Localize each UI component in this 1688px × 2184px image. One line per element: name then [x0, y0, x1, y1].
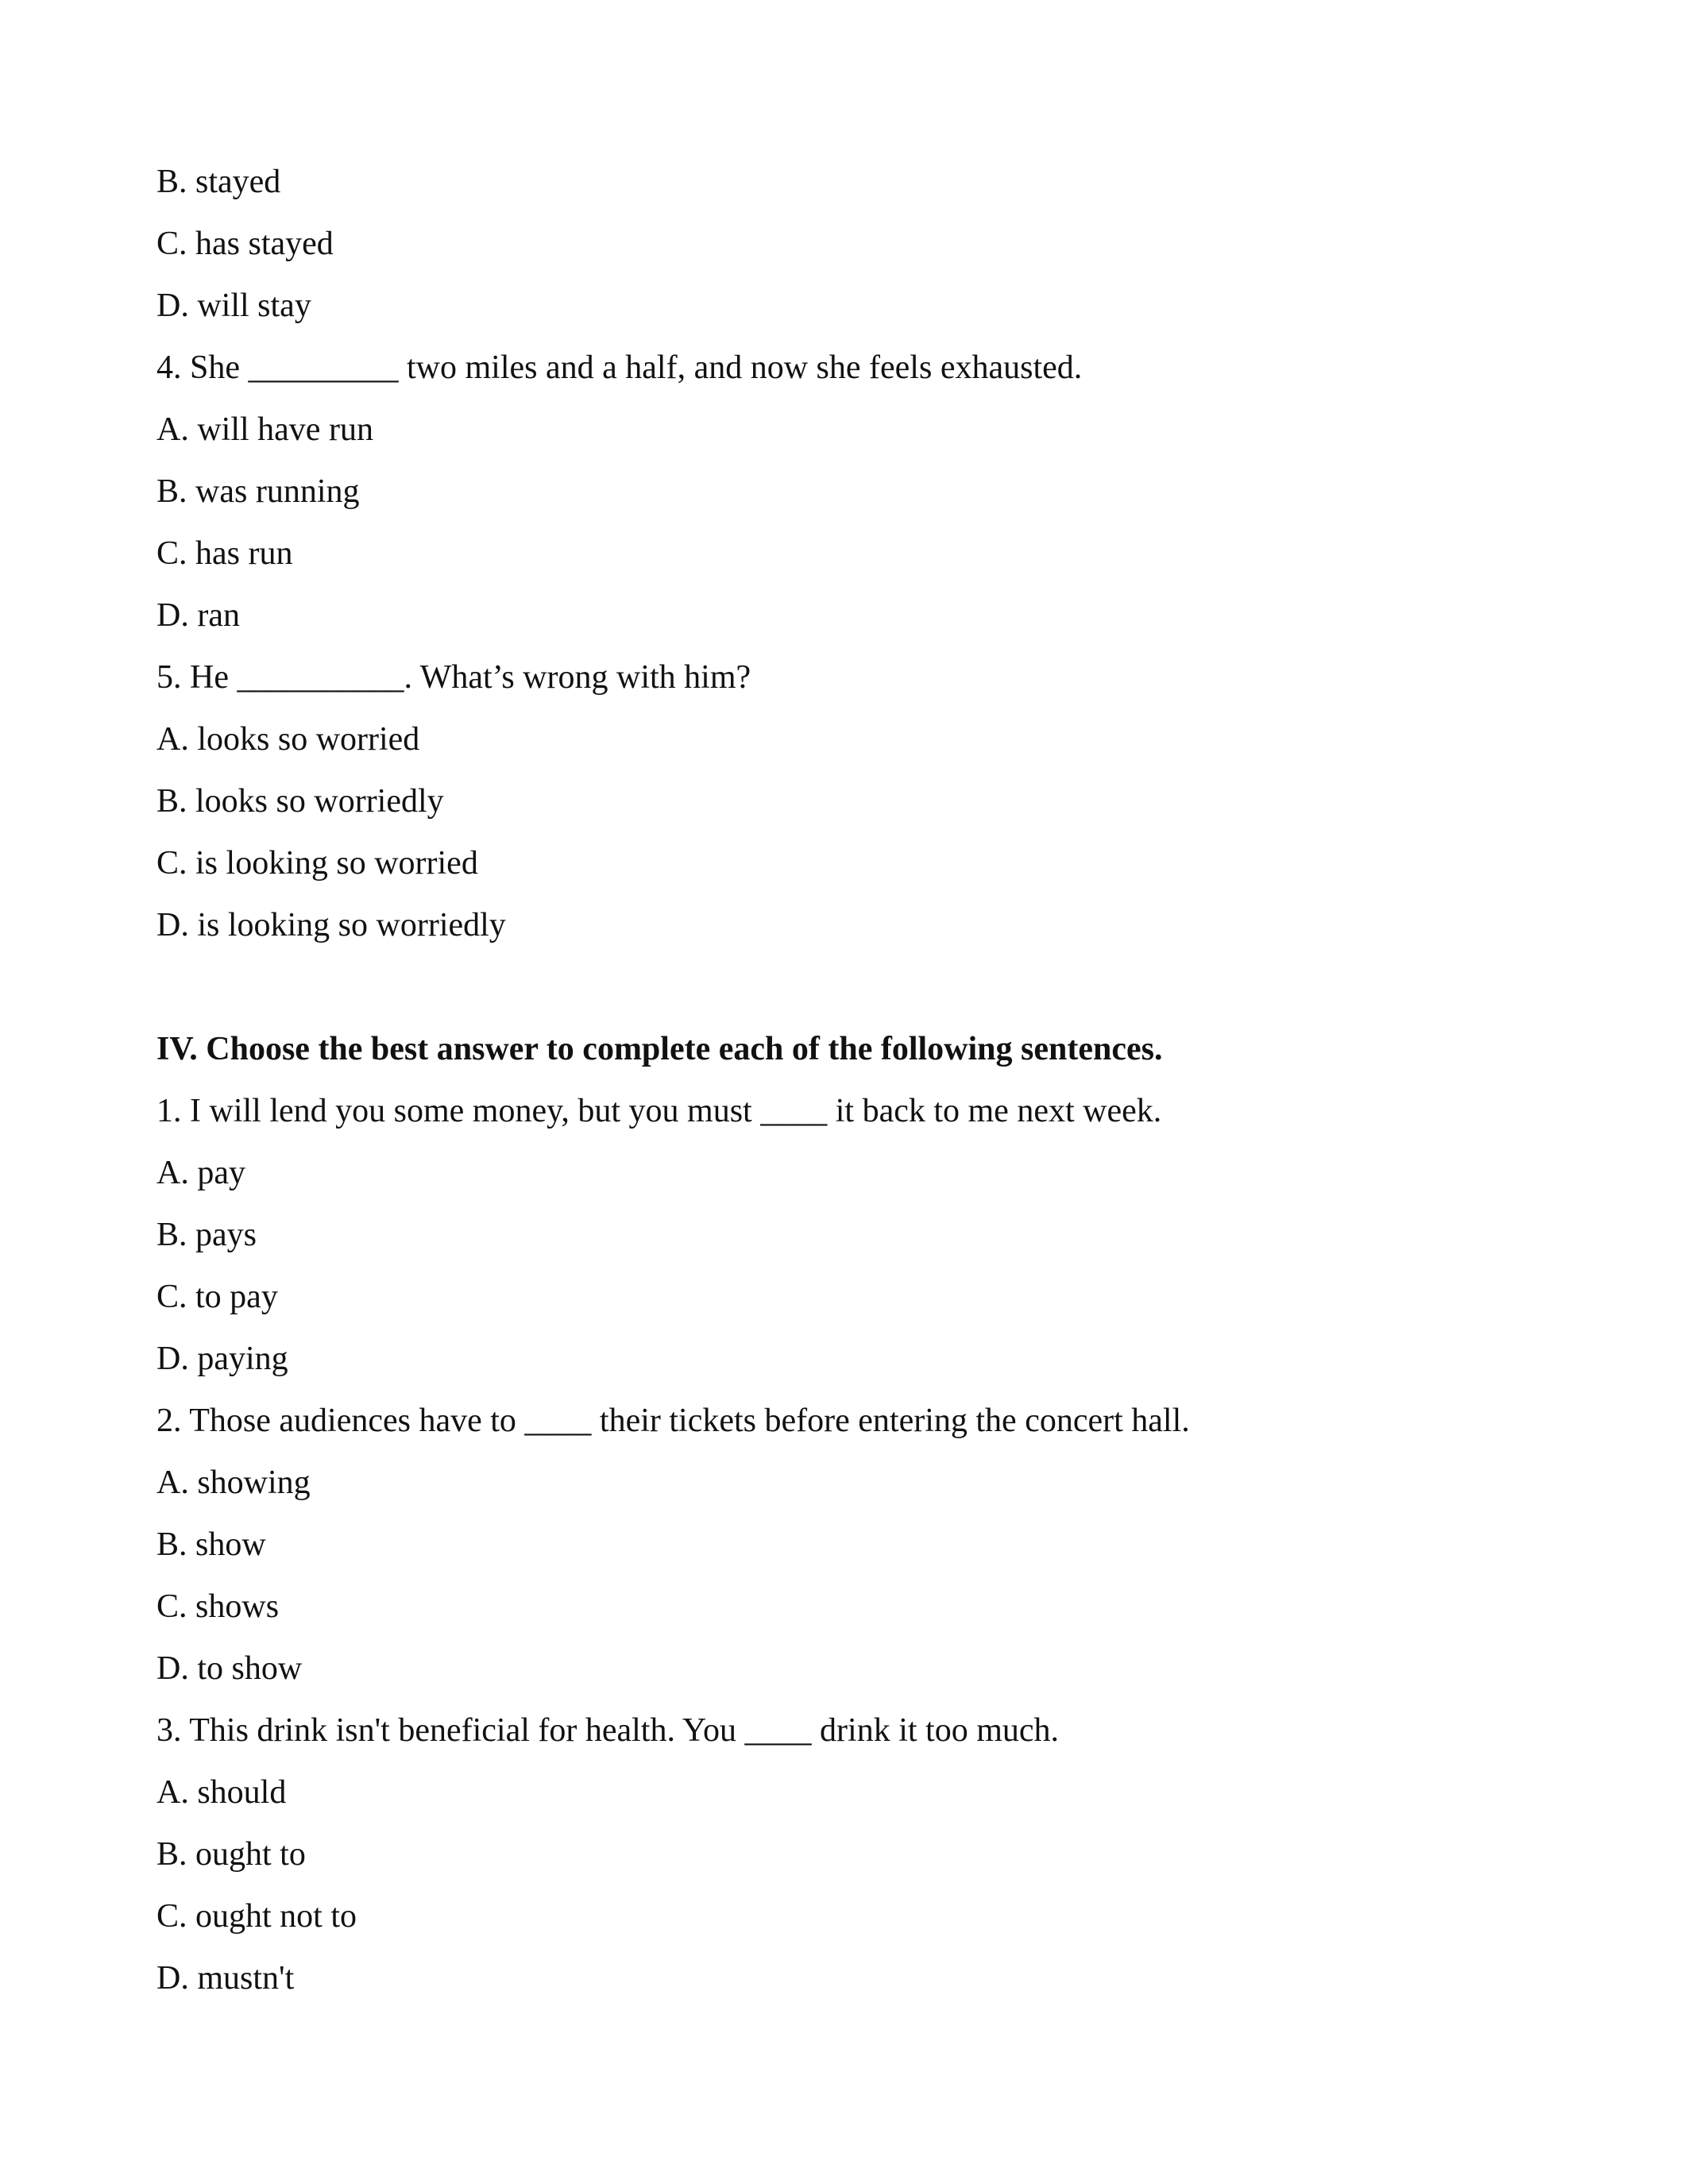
option-text: D. to show: [156, 1650, 303, 1687]
option-text: D. mustn't: [156, 1960, 295, 1997]
option-text: C. is looking so worried: [156, 845, 478, 882]
option-text: D. will stay: [156, 287, 311, 324]
question-text: 5. He __________. What’s wrong with him?: [156, 659, 751, 696]
option-text: C. has stayed: [156, 226, 334, 262]
question-text: 4. She _________ two miles and a half, and now she feels exhausted.: [156, 349, 1083, 386]
option-text: D. ran: [156, 597, 240, 634]
worksheet-content: [156, 151, 1539, 2009]
option-text: C. has run: [156, 535, 293, 572]
option-text: C. to pay: [156, 1279, 278, 1315]
question-text: 2. Those audiences have to ____ their tickets before entering the concert hall.: [156, 1403, 1190, 1439]
option-text: A. showing: [156, 1464, 311, 1501]
option-text: B. stayed: [156, 164, 281, 200]
option-text: B. was running: [156, 473, 360, 510]
option-text: B. pays: [156, 1217, 257, 1253]
option-text: A. should: [156, 1774, 287, 1811]
option-text: B. show: [156, 1526, 266, 1563]
option-text: C. ought not to: [156, 1898, 357, 1935]
option-text: B. looks so worriedly: [156, 783, 444, 820]
section-spacer: [156, 956, 1539, 1018]
question-text: 3. This drink isn't beneficial for health. You ____ drink it too much.: [156, 1712, 1060, 1749]
option-text: A. looks so worried: [156, 721, 420, 758]
option-text: D. is looking so worriedly: [156, 907, 506, 943]
option-text: D. paying: [156, 1341, 288, 1377]
question-text: 1. I will lend you some money, but you must ____ it back to me next week.: [156, 1093, 1162, 1129]
section-heading: IV. Choose the best answer to complete each of the following sentences.: [156, 1031, 1163, 1067]
option-text: C. shows: [156, 1588, 280, 1625]
option-text: A. will have run: [156, 411, 373, 448]
option-text: A. pay: [156, 1155, 245, 1191]
option-text: B. ought to: [156, 1836, 306, 1873]
